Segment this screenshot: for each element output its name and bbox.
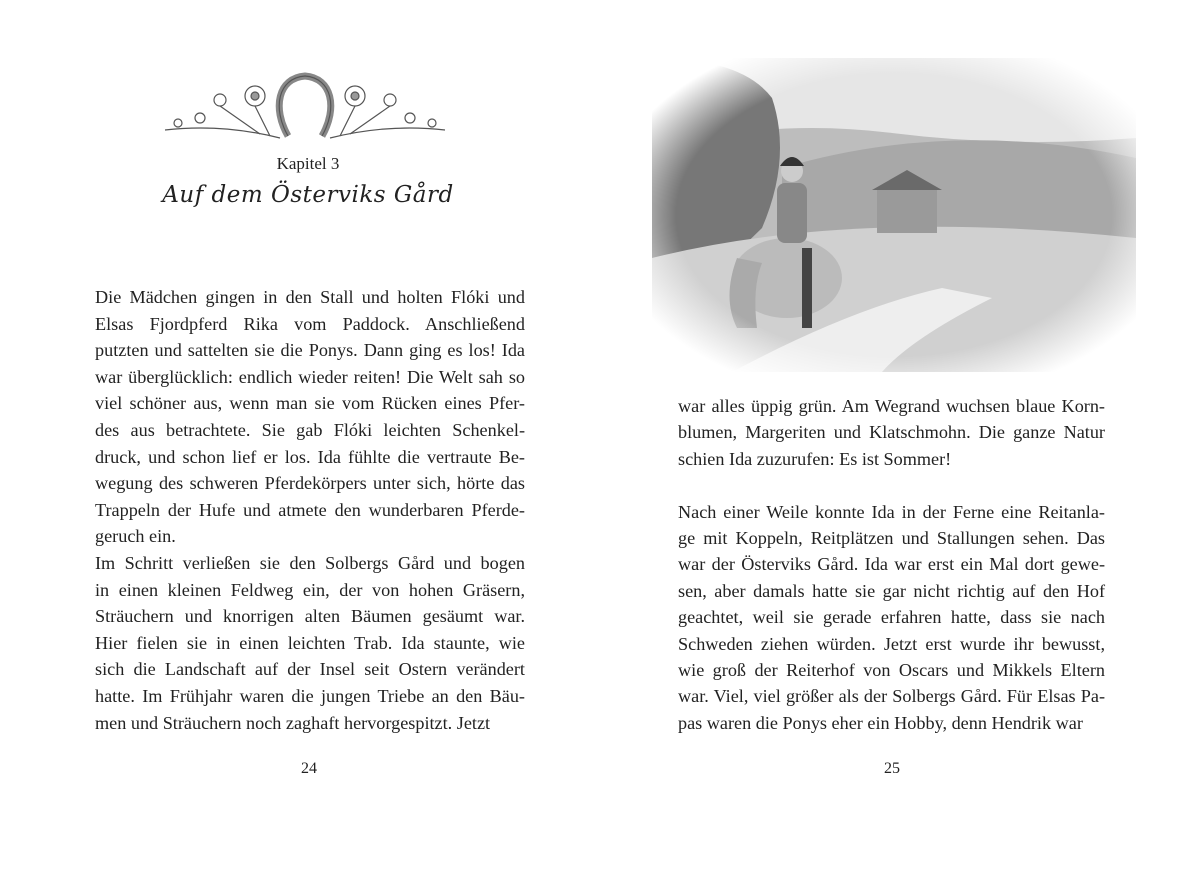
- text-line: Trappeln der Hufe und atmete den wunderbaren Pferde-: [95, 499, 525, 520]
- text-line: Nach einer Weile konnte Ida in der Ferne eine Reitanla-: [678, 501, 1105, 522]
- text-line: geachtet, weil sie gerade erfahren hatte, dass sie nach: [678, 607, 1105, 628]
- text-line: ge mit Koppeln, Reitplätzen und Stallungen sehen. Das: [678, 528, 1105, 548]
- text-line: Hier fielen sie in einen leichten Trab. Ida staunte, wie: [95, 632, 525, 653]
- text-line: Sträuchern und knorrigen alten Bäumen gesäumt war.: [95, 606, 525, 627]
- text-line: schien Ida zuzurufen: Es ist Sommer!: [678, 448, 952, 469]
- text-line: druck, und schon lief er los. Ida fühlte die vertraute Be-: [95, 446, 525, 467]
- text-line: wie groß der Reiterhof von Oscars und Mikkels Eltern: [678, 660, 1105, 680]
- text-line: Im Schritt verließen sie den Solbergs Gård und bogen: [95, 553, 525, 573]
- text-line: hatte. Im Frühjahr waren die jungen Triebe an den Bäu-: [95, 686, 525, 706]
- text-line: Schweden ziehen würden. Jetzt erst wurde ihr bewusst,: [678, 633, 1105, 654]
- text-line: sich die Landschaft auf der Insel seit Ostern verändert: [95, 659, 525, 680]
- horseshoe-flower-ornament: [160, 68, 450, 143]
- text-line: war überglücklich: endlich wieder reiten! Die Welt sah so: [95, 366, 525, 387]
- text-line: Elsas Fjordpferd Rika vom Paddock. Anschließend: [95, 313, 525, 334]
- chapter-label: Kapitel 3: [276, 154, 340, 173]
- text-line: in einen kleinen Feldweg ein, der von hohen Gräsern,: [95, 579, 525, 600]
- text-line: blumen, Margeriten und Klatschmohn. Die ganze Natur: [678, 422, 1105, 443]
- text-line: pas waren die Ponys eher ein Hobby, denn Hendrik war: [678, 712, 1083, 733]
- page-number: 25: [884, 760, 900, 777]
- chapter-title: Auf dem Österviks Gård: [162, 182, 454, 208]
- text-line: war der Österviks Gård. Ida war erst ein Mal dort gewe-: [678, 554, 1105, 575]
- text-line: des aus betrachtete. Sie gab Flóki leichten Schenkel-: [95, 420, 525, 440]
- text-line: wegung des schweren Pferdekörpers unter sich, hörte das: [95, 473, 525, 494]
- text-line: sen, aber damals hatte sie gar nicht richtig auf den Hof: [678, 580, 1105, 601]
- text-line: men und Sträuchern noch zaghaft hervorgespitzt. Jetzt: [95, 712, 491, 733]
- text-line: Die Mädchen gingen in den Stall und holten Flóki und: [95, 287, 525, 307]
- horse-rider-illustration: [652, 58, 1136, 372]
- text-line: putzten und sattelten sie die Ponys. Dann ging es los! Ida: [95, 340, 525, 361]
- right-page: [600, 0, 1200, 869]
- page-number: 24: [301, 760, 317, 777]
- text-line: viel schöner aus, wenn man sie vom Rücken eines Pfer-: [95, 393, 525, 414]
- text-line: geruch ein.: [95, 526, 176, 547]
- text-line: war alles üppig grün. Am Wegrand wuchsen blaue Korn-: [678, 396, 1105, 416]
- text-line: war. Viel, viel größer als der Solbergs Gård. Für Elsas Pa-: [678, 686, 1105, 707]
